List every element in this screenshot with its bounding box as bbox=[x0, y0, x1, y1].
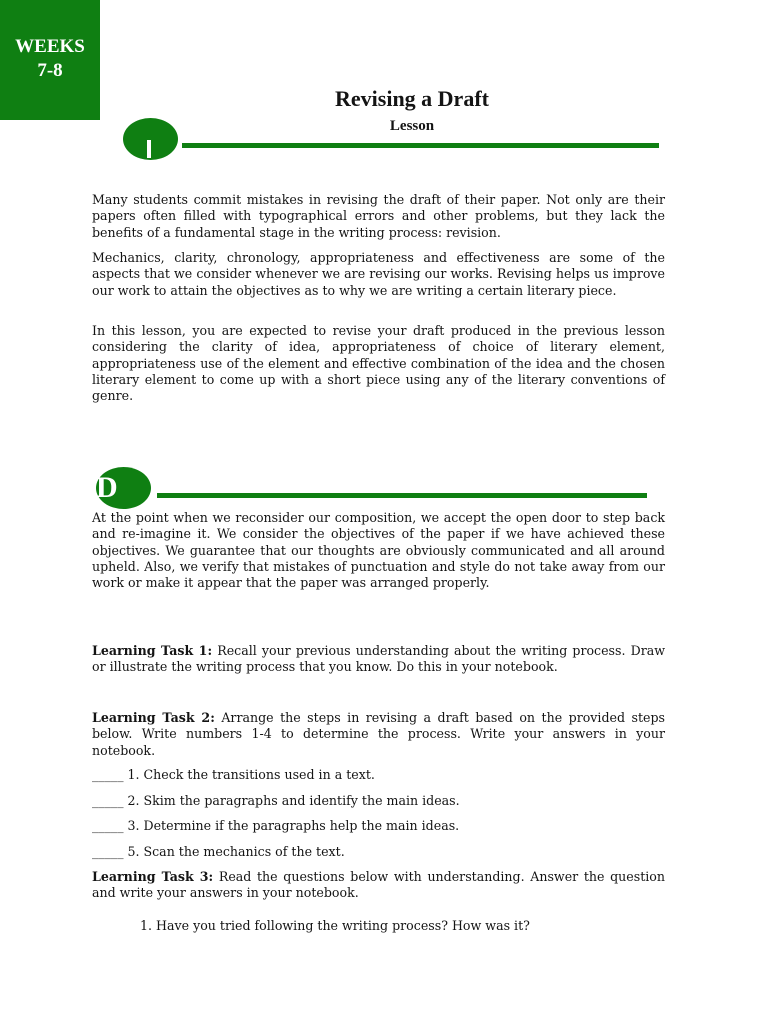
section-d-letter: D bbox=[96, 471, 118, 504]
intro-paragraph-3: In this lesson, you are expected to revise your draft produced in the previous lesson considering the clarity of idea, appropriateness of choice of literary element, appropriateness use of the element and effective combination of the idea and the chosen literary element to come up with a short piece using any of the literary conventions of genre. bbox=[92, 323, 665, 404]
task3-question: 1. Have you tried following the writing process? How was it? bbox=[140, 918, 530, 933]
task2-item: _____ 3. Determine if the paragraphs help the main ideas. bbox=[92, 818, 460, 833]
task-text: Arrange the steps in revising a draft based on the provided steps below. Write numbers 1-4 to determine the process. Write your answers in your notebook. bbox=[92, 710, 665, 758]
page-title: Revising a Draft bbox=[335, 86, 489, 111]
section-divider bbox=[182, 143, 659, 148]
task2-item: _____ 5. Scan the mechanics of the text. bbox=[92, 844, 345, 859]
weeks-range: 7-8 bbox=[37, 60, 63, 81]
intro-paragraph-2: Mechanics, clarity, chronology, appropriateness and effectiveness are some of the aspects that we consider whenever we are revising our works. Revising helps us improve our work to attain the objectives as to why we are writing a certain literary piece. bbox=[92, 250, 665, 298]
task-label: Learning Task 2: bbox=[92, 710, 215, 725]
task-text: Recall your previous understanding about the writing process. Draw or illustrate the writing process that you know. Do this in your notebook. bbox=[92, 643, 666, 675]
section-divider bbox=[157, 493, 647, 498]
task-text: Read the questions below with understanding. Answer the question and write your answers in your notebook. bbox=[92, 869, 665, 901]
learning-task-3 bbox=[92, 869, 665, 902]
page-subtitle: Lesson bbox=[389, 118, 435, 134]
weeks-badge bbox=[0, 0, 100, 120]
section-d-marker bbox=[96, 467, 151, 509]
section-i-letter bbox=[147, 140, 151, 158]
discover-paragraph: At the point when we reconsider our composition, we accept the open door to step back and re-imagine it. We consider the objectives of the paper if we have achieved these objectives. We guarantee that our thoughts are obviously communicated and all around upheld. Also, we verify that mistakes of punctuation and style do not take away from our work or make it appear that the paper was arranged properly. bbox=[92, 510, 665, 591]
learning-task-2 bbox=[92, 710, 665, 759]
task2-item: _____ 2. Skim the paragraphs and identify the main ideas. bbox=[92, 793, 460, 808]
intro-paragraph-1: Many students commit mistakes in revising the draft of their paper. Not only are their papers often filled with typographical errors and other problems, but they lack the benefits of a fundamental stage in the writing process: revision. bbox=[92, 192, 665, 240]
section-i-marker bbox=[123, 118, 178, 160]
weeks-label: WEEKS bbox=[15, 36, 85, 57]
task-label: Learning Task 3: bbox=[92, 869, 214, 884]
task-label: Learning Task 1: bbox=[92, 643, 213, 658]
learning-task-1 bbox=[92, 643, 665, 676]
task2-item: _____ 1. Check the transitions used in a text. bbox=[92, 767, 375, 782]
